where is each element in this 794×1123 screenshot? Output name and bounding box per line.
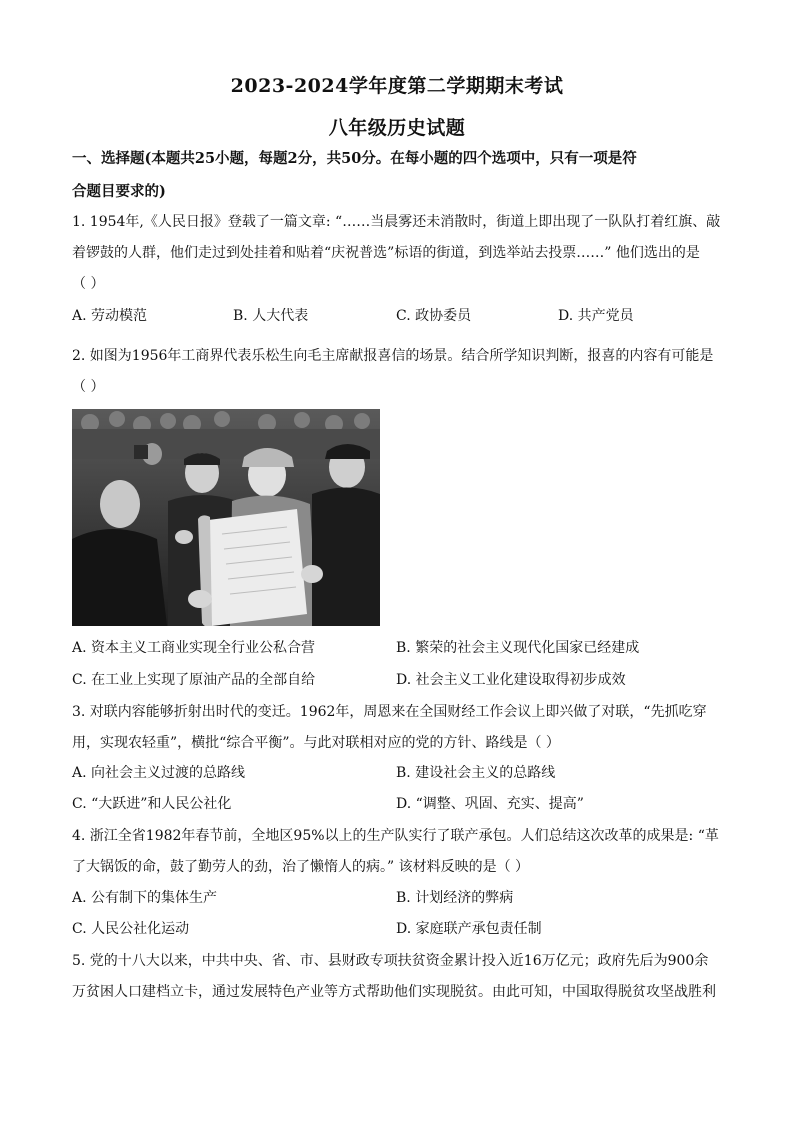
question-5-line-2: 万贫困人口建档立卡，通过发展特色产业等方式帮助他们实现脱贫。由此可知，中国取得脱贫攻坚战胜利 (72, 984, 716, 1000)
question-1-answer-bracket: （ ） (72, 276, 105, 292)
question-3-line-2: 用，实现农轻重”，横批“综合平衡”。与此对联相对应的党的方针、路线是（ ） (72, 735, 560, 751)
section-heading-line-1: 一、选择题(本题共25小题，每题2分，共50分。在每小题的四个选项中，只有一项是符 (72, 150, 637, 167)
question-4-option-b[interactable]: B. 计划经济的弊病 (396, 890, 514, 906)
question-2-option-b[interactable]: B. 繁荣的社会主义现代化国家已经建成 (396, 640, 640, 656)
question-4-line-2: 了大锅饭的命，鼓了勤劳人的劲，治了懒惰人的病。” 该材料反映的是（ ） (72, 859, 530, 875)
question-4-option-c[interactable]: C. 人民公社化运动 (72, 921, 190, 937)
question-3-option-b[interactable]: B. 建设社会主义的总路线 (396, 765, 556, 781)
question-3-option-d[interactable]: D. “调整、巩固、充实、提高” (396, 796, 584, 812)
exam-title: 2023-2024学年度第二学期期末考试 (230, 75, 564, 97)
question-1-line-2: 着锣鼓的人群，他们走过到处挂着和贴着“庆祝普选”标语的街道，到选举站去投票……” 他们选出的是 (72, 245, 700, 261)
question-1-option-a[interactable]: A. 劳动模范 (72, 308, 148, 324)
question-5-line-1: 5. 党的十八大以来，中共中央、省、市、县财政专项扶贫资金累计投入近16万亿元；政府先后为900余 (72, 953, 709, 969)
question-4-option-a[interactable]: A. 公有制下的集体生产 (72, 890, 218, 906)
section-heading-line-2: 合题目要求的) (72, 183, 166, 200)
question-1-option-d[interactable]: D. 共产党员 (558, 308, 634, 324)
question-4-line-1: 4. 浙江全省1982年春节前，全地区95%以上的生产队实行了联产承包。人们总结这次改革的成果是: “革 (72, 828, 719, 844)
question-3-option-a[interactable]: A. 向社会主义过渡的总路线 (72, 765, 246, 781)
question-2-option-c[interactable]: C. 在工业上实现了原油产品的全部自给 (72, 672, 316, 688)
exam-subtitle: 八年级历史试题 (328, 117, 466, 139)
question-2-option-a[interactable]: A. 资本主义工商业实现全行业公私合营 (72, 640, 316, 656)
question-3-line-1: 3. 对联内容能够折射出时代的变迁。1962年，周恩来在全国财经工作会议上即兴做了对联，“先抓吃穿 (72, 704, 707, 720)
historical-photo-image (72, 409, 380, 626)
question-2-option-d[interactable]: D. 社会主义工业化建设取得初步成效 (396, 672, 626, 688)
question-1-option-c[interactable]: C. 政协委员 (396, 308, 472, 324)
question-4-option-d[interactable]: D. 家庭联产承包责任制 (396, 921, 542, 937)
question-3-option-c[interactable]: C. “大跃进”和人民公社化 (72, 796, 232, 812)
question-1-option-b[interactable]: B. 人大代表 (233, 308, 309, 324)
question-2-line-1: 2. 如图为1956年工商界代表乐松生向毛主席献报喜信的场景。结合所学知识判断，报喜的内容有可能是 (72, 348, 714, 364)
historical-photo (72, 409, 380, 626)
question-1-line-1: 1. 1954年,《人民日报》登载了一篇文章: “……当晨雾还未消散时，街道上即出现了一队队打着红旗、敲 (72, 214, 721, 230)
question-2-answer-bracket: （ ） (72, 379, 105, 395)
